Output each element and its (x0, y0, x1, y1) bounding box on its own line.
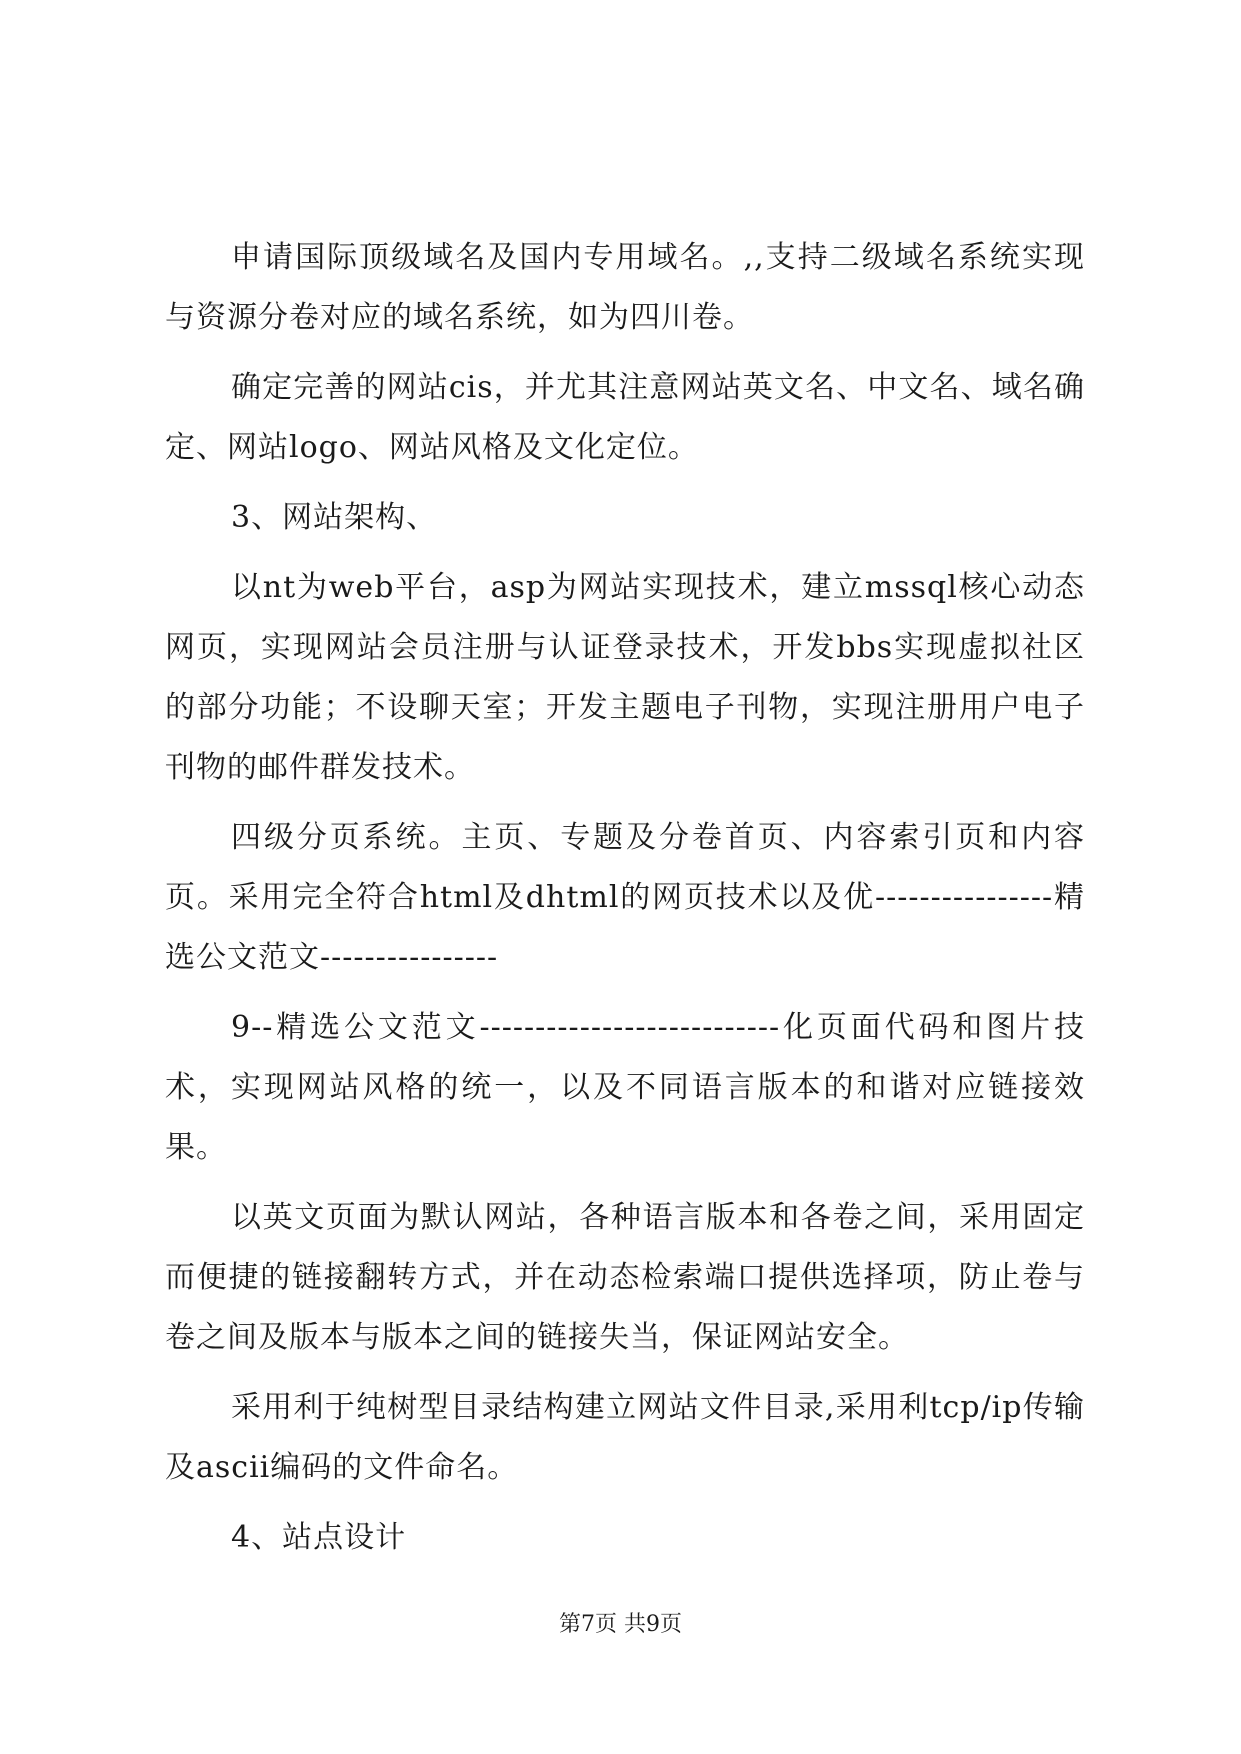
paragraph-default-site: 以英文页面为默认网站，各种语言版本和各卷之间，采用固定而便捷的链接翻转方式，并在动态检索端口提供选择项，防止卷与卷之间及版本与版本之间的链接失当，保证网站安全。 (165, 1200, 1085, 1355)
section-heading-site-design: 4、站点设计 (231, 1520, 407, 1555)
paragraph-site-cis: 确定完善的网站cis，并尤其注意网站英文名、中文名、域名确定、网站logo、网站风格及文化定位。 (165, 370, 1085, 465)
page-footer: 第7页 共9页 (559, 1612, 682, 1637)
paragraph-directory-structure: 采用利于纯树型目录结构建立网站文件目录,采用利tcp/ip传输及ascii编码的文件命名。 (165, 1390, 1085, 1485)
paragraph-domain-names: 申请国际顶级域名及国内专用域名。,,支持二级域名系统实现与资源分卷对应的域名系统，如为四川卷。 (165, 240, 1085, 335)
document-body (165, 228, 1085, 1578)
paragraph-paging-system: 四级分页系统。主页、专题及分卷首页、内容索引页和内容页。采用完全符合html及dhtml的网页技术以及优----------------精选公文范文---------------- (165, 820, 1085, 975)
section-heading-architecture: 3、网站架构、 (231, 500, 438, 535)
paragraph-platform: 以nt为web平台，asp为网站实现技术，建立mssql核心动态网页，实现网站会员注册与认证登录技术，开发bbs实现虚拟社区的部分功能；不设聊天室；开发主题电子刊物，实现注册用户电子刊物的邮件群发技术。 (165, 570, 1085, 785)
paragraph-page-code: 9--精选公文范文---------------------------化页面代码和图片技术，实现网站风格的统一，以及不同语言版本的和谐对应链接效果。 (165, 1010, 1085, 1165)
